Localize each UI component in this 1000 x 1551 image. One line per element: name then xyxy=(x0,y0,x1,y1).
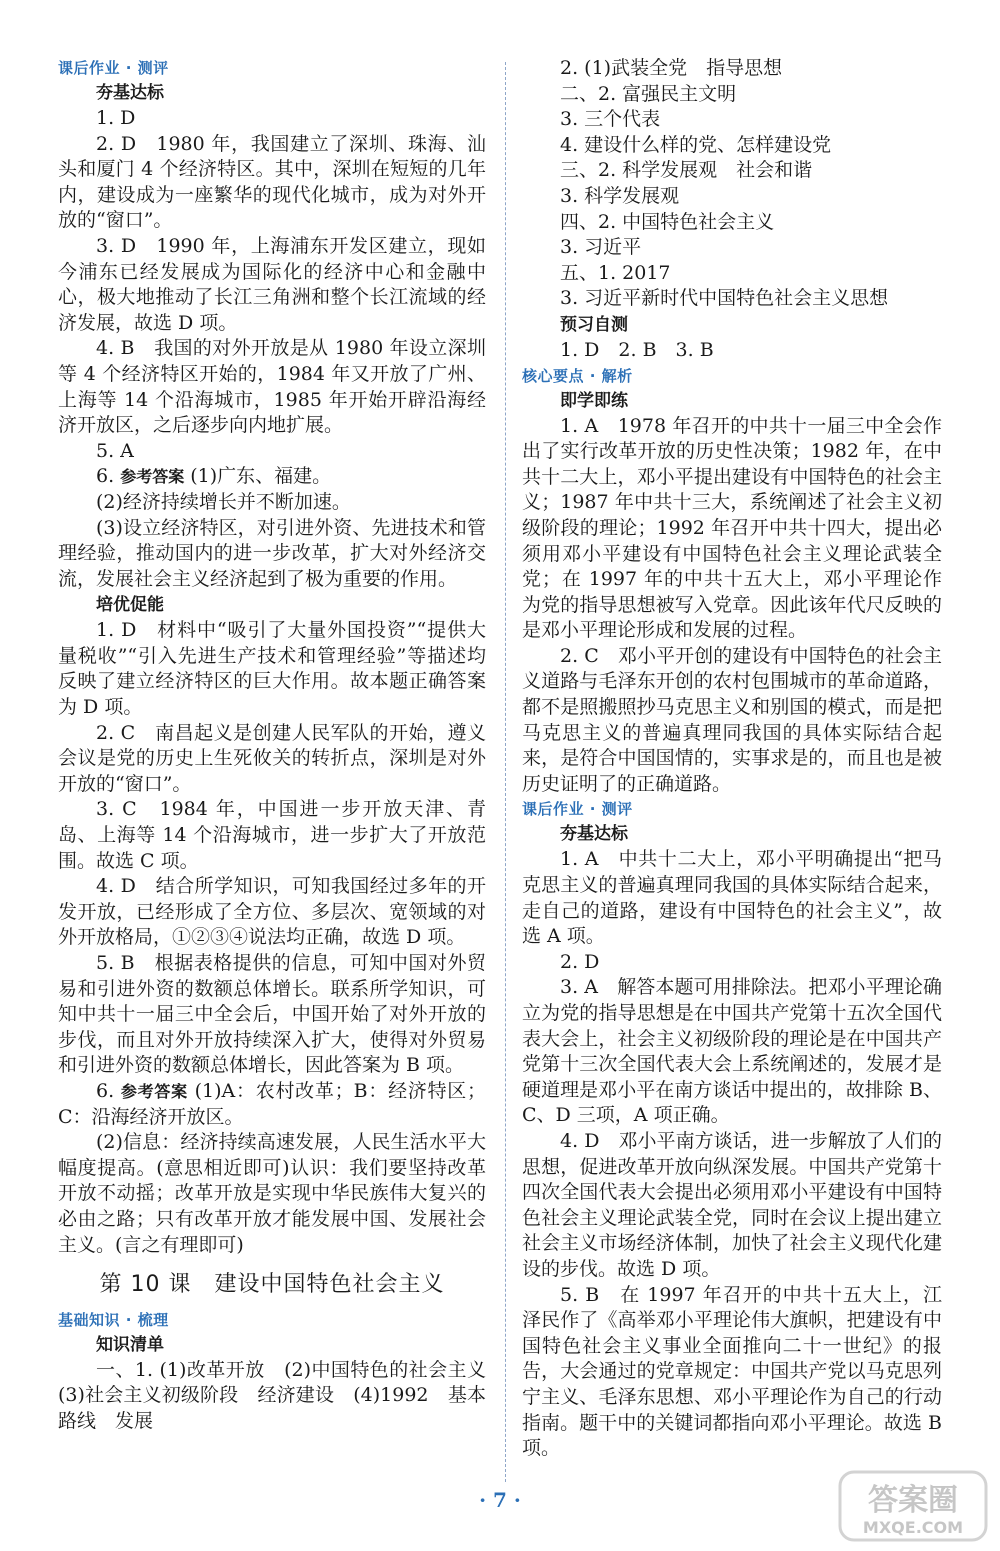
answer-item: 3. 三个代表 xyxy=(560,108,661,131)
answer-item: 四、2. 中国特色社会主义 xyxy=(560,210,775,233)
answer-item: 3. 习近平新时代中国特色社会主义思想 xyxy=(560,287,889,310)
answer-item: 4. 建设什么样的党、怎样建设党 xyxy=(560,133,832,156)
item-text: (1)广东、福建。 xyxy=(190,465,332,488)
answer-item: 1. D 材料中“吸引了大量外国投资”“提供大量税收”“引入先进生产技术和管理经验”等描述均反映了建立经济特区的巨大作用。故本题正确答案为 D 项。 xyxy=(58,619,486,719)
lesson-title: 第 10 课 建设中国特色社会主义 xyxy=(99,1272,445,1298)
answer-item: 4. D 结合所学知识，可知我国经过多年的开发开放，已经形成了全方位、多层次、宽领域的对外开放格局，①②③④说法均正确，故选 D 项。 xyxy=(58,875,486,949)
left-column xyxy=(58,56,506,1435)
answer-item: 2. C 南昌起义是创建人民军队的开始，遵义会议是党的历史上生死攸关的转折点，深圳是对外开放的“窗口”。 xyxy=(58,721,486,795)
watermark-url: MXQE.COM xyxy=(862,1518,964,1537)
answer-item: 1. A 1978 年召开的中共十一届三中全会作出了实行改革开放的历史性决策；1982 年，在中共十二大上，邓小平提出建设有中国特色的社会主义；1987 年中共十三大，系统阐述了社会主义初级阶段的理论；1992 年召开中共十四大，提出必须用邓小平建设有中国特色社会主义理论武装全党；在 1997 年的中共十五大上，邓小平理论作为党的指导思想被写入党章。因此该年代尺反映的是邓小平理论形成和发展的过程。 xyxy=(522,414,942,642)
item-number: 6. xyxy=(96,1079,115,1102)
answer-item: 5. B 根据表格提供的信息，可知中国对外贸易和引进外资的数额总体增长。联系所学知识，可知中共十一届三中全会后，中国开始了对外开放的步伐，而且对外开放持续深入扩大，使得对外贸易和引进外资的数额总体增长，因此答案为 B 项。 xyxy=(58,952,486,1077)
reference-answer-label: 参考答案 xyxy=(120,1081,188,1101)
answer-item xyxy=(58,1079,486,1130)
answer-item: 2. D xyxy=(560,950,600,973)
item-text: (1)A：农村改革；B：经济特区；C：沿海经济开放区。 xyxy=(58,1079,486,1128)
answer-item: 五、1. 2017 xyxy=(560,261,671,284)
column-divider xyxy=(505,62,506,1482)
answer-item: 3. A 解答本题可用排除法。把邓小平理论确立为党的指导思想是在中国共产党第十五次全国代表大会上，社会主义初级阶段的理论是在中国共产党第十三次全国代表大会上系统阐述的，发展才是硬道理是邓小平在南方谈话中提出的，故排除 B、C、D 三项，A 项正确。 xyxy=(522,976,942,1127)
answer-item: 4. D 邓小平南方谈话，进一步解放了人们的思想，促进改革开放向纵深发展。中国共产党第十四次全国代表大会提出必须用邓小平建设有中国特色社会主义理论武装全党，同时在会议上提出建立社会主义市场经济体制，加快了社会主义现代化建设的步伐。故选 D 项。 xyxy=(522,1129,942,1280)
right-column xyxy=(522,56,942,1462)
answer-item: (2)信息：经济持续高速发展，人民生活水平大幅度提高。(意思相近即可)认识：我们要坚持改革开放不动摇；改革开放是实现中华民族伟大复兴的必由之路；只有改革开放才能发展中国、发展社会主义。(言之有理即可) xyxy=(58,1131,486,1256)
watermark-text: 答案圈 xyxy=(868,1483,958,1518)
answer-item: 2. C 邓小平开创的建设有中国特色的社会主义道路与毛泽东开创的农村包围城市的革命道路，都不是照搬照抄马克思主义和别国的模式，而是把马克思主义的普遍真理同我国的具体实际结合起来，是符合中国国情的，实事求是的，而且也是被历史证明了的正确道路。 xyxy=(522,644,942,795)
subsection-heading: 即学即练 xyxy=(560,390,628,411)
subsection-heading: 预习自测 xyxy=(560,314,628,335)
answer-item: 一、1. (1)改革开放 (2)中国特色的社会主义 (3)社会主义初级阶段 经济建设 (4)1992 基本路线 发展 xyxy=(58,1358,506,1432)
answer-item: 3. 习近平 xyxy=(560,236,642,259)
page-number: · 7 · xyxy=(479,1488,521,1512)
answer-item: (3)设立经济特区，对引进外资、先进技术和管理经验，推动国内的进一步改革，扩大对外经济交流，发展社会主义经济起到了极为重要的作用。 xyxy=(58,516,486,590)
reference-answer-label: 参考答案 xyxy=(120,467,185,487)
subsection-heading: 培优促能 xyxy=(96,595,164,616)
answer-item: 1. D 2. B 3. B xyxy=(560,338,714,361)
section-heading: 课后作业 · 测评 xyxy=(522,800,633,819)
answer-item: 二、2. 富强民主文明 xyxy=(560,82,737,105)
item-number: 6. xyxy=(96,465,115,488)
subsection-heading: 夯基达标 xyxy=(96,83,164,103)
answer-item: 3. C 1984 年，中国进一步开放天津、青岛、上海等 14 个沿海城市，进一步扩大了开放范围。故选 C 项。 xyxy=(58,798,486,872)
answer-item: 3. D 1990 年，上海浦东开发区建立，现如今浦东已经发展成为国际化的经济中心和金融中心，极大地推动了长江三角洲和整个长江流域的经济发展，故选 D 项。 xyxy=(58,234,486,334)
answer-item: 5. A xyxy=(96,439,134,462)
answer-item: 2. (1)武装全党 指导思想 xyxy=(560,57,783,79)
section-heading: 基础知识 · 梳理 xyxy=(58,1310,169,1329)
answer-item: 4. B 我国的对外开放是从 1980 年设立深圳等 4 个经济特区开始的，1984 年又开放了广州、上海等 14 个沿海城市，1985 年开始开辟沿海经济开放区，之后逐步向内地扩展。 xyxy=(58,337,486,437)
answer-item xyxy=(58,464,486,490)
watermark-logo xyxy=(838,1470,988,1542)
answer-item: 2. D 1980 年，我国建立了深圳、珠海、汕头和厦门 4 个经济特区。其中，深圳在短短的几年内，建设成为一座繁华的现代化城市，成为对外开放的“窗口”。 xyxy=(58,132,486,232)
answer-item: (2)经济持续增长并不断加速。 xyxy=(96,490,351,513)
answer-item: 三、2. 科学发展观 社会和谐 xyxy=(560,159,813,182)
answer-item: 5. B 在 1997 年召开的中共十五大上，江泽民作了《高举邓小平理论伟大旗帜，把建设有中国特色社会主义事业全面推向二十一世纪》的报告，大会通过的党章规定：中国共产党以马克思列宁主义、毛泽东思想、邓小平理论作为自己的行动指南。题干中的关键词都指向邓小平理论。故选 B 项。 xyxy=(522,1283,942,1460)
section-heading: 核心要点 · 解析 xyxy=(522,366,633,385)
answer-item: 1. D xyxy=(96,107,136,129)
section-heading: 课后作业 · 测评 xyxy=(58,59,169,77)
answer-item: 3. 科学发展观 xyxy=(560,184,680,207)
subsection-heading: 夯基达标 xyxy=(560,824,628,845)
subsection-heading: 知识清单 xyxy=(96,1334,164,1355)
answer-item: 1. A 中共十二大上，邓小平明确提出“把马克思主义的普遍真理同我国的具体实际结合起来，走自己的道路，建设有中国特色的社会主义”，故选 A 项。 xyxy=(522,848,942,948)
